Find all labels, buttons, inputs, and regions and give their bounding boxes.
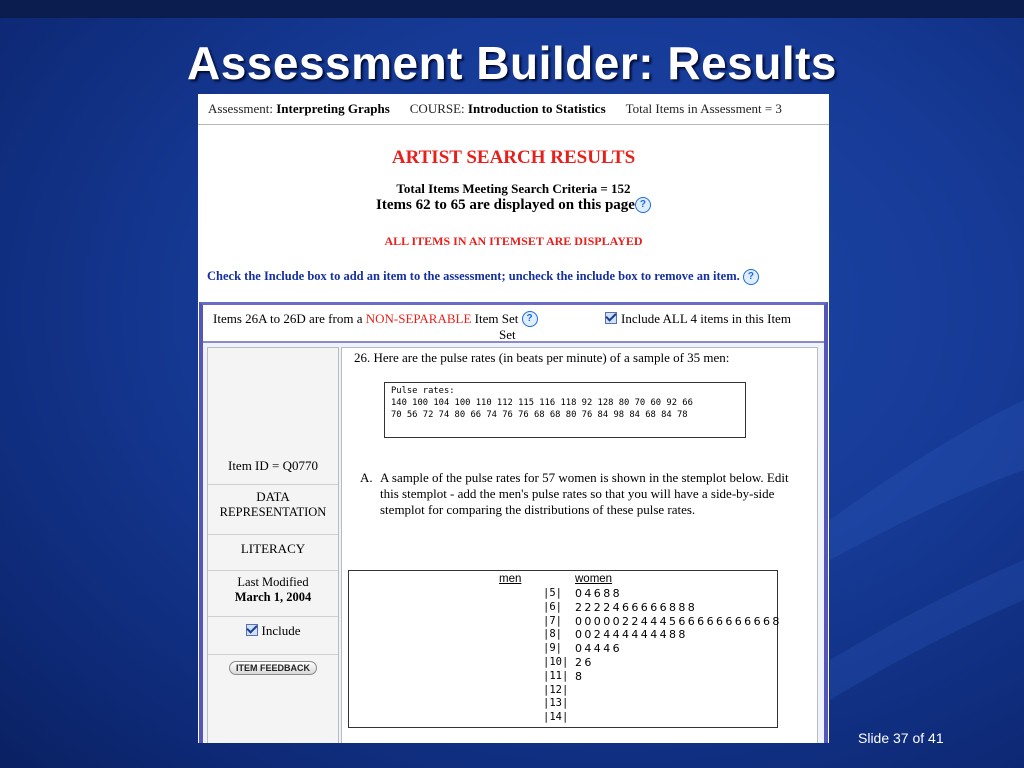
part-a (360, 470, 789, 517)
assessment-name: Interpreting Graphs (276, 101, 390, 116)
help-icon[interactable]: ? (522, 311, 538, 327)
total-items: Total Items in Assessment = 3 (625, 101, 782, 116)
include-control[interactable] (208, 616, 338, 653)
include-instructions (198, 269, 829, 285)
pulse-rates-box (384, 382, 746, 438)
category-line1: DATA (256, 489, 290, 504)
pulse-rates-row: 70 56 72 74 80 66 74 76 76 68 68 80 76 84 98 84 68 84 78 (391, 410, 688, 420)
all-items-displayed: ALL ITEMS IN AN ITEMSET ARE DISPLAYED (384, 234, 643, 248)
assessment-info (208, 101, 390, 117)
include-all-control[interactable] (605, 311, 791, 327)
part-a-text: A sample of the pulse rates for 57 women is shown in the stemplot below. Edit this stemplot - add the men's pulse rates so that you will have a side-by-side stemplot for comparing the distributions of these pulse rates. (380, 470, 789, 517)
item-meta-column (207, 347, 339, 743)
slide-title: Assessment Builder: Results (186, 37, 838, 89)
itemset-suffix: Item Set (474, 311, 519, 326)
item-literacy: LITERACY (208, 534, 338, 571)
include-all-checkbox[interactable] (605, 312, 617, 324)
results-range-text: Items 62 to 65 are displayed on this page (376, 197, 635, 213)
stemplot-stem: |6| (543, 600, 562, 613)
last-modified-label: Last Modified (237, 575, 309, 589)
results-total: Total Items Meeting Search Criteria = 152 (396, 181, 631, 196)
stemplot-stem: |13| (543, 697, 569, 710)
part-a-label: A. (360, 470, 373, 485)
question-column (341, 347, 818, 743)
stemplot-editor[interactable] (348, 570, 782, 728)
itemset-prefix: Items 26A to 26D are from a (213, 311, 363, 326)
include-all-label: Include ALL 4 items in this Item (621, 311, 791, 326)
stemplot-stem: |14| (543, 711, 569, 724)
help-icon[interactable]: ? (635, 197, 651, 213)
slide-number: Slide 37 of 41 (858, 730, 944, 746)
stemplot-women-leaves: 04688 (575, 587, 622, 600)
stemplot-women-leaves: 002444444488 (575, 628, 688, 642)
feedback-cell (208, 654, 338, 683)
item-id: Item ID = Q0770 (227, 458, 318, 473)
category-line2: REPRESENTATION (219, 505, 327, 519)
pulse-rates-row: 140 100 104 100 110 112 115 116 118 92 128 80 70 60 92 66 (391, 398, 693, 408)
results-title: ARTIST SEARCH RESULTS (391, 147, 636, 168)
course-name: Introduction to Statistics (467, 101, 606, 116)
stemplot-men-header: men (499, 573, 522, 585)
results-range (198, 197, 829, 214)
pulse-rates-title: Pulse rates: (391, 386, 455, 396)
stemplot-stem: |8| (543, 628, 562, 641)
stemplot-stem: |12| (543, 683, 569, 696)
stemplot-women-leaves: 0000022444566666666668 (575, 614, 782, 628)
app-screenshot (198, 94, 829, 743)
include-instructions-text: Check the Include box to add an item to the assessment; uncheck the include box to remove an item. (207, 269, 740, 283)
last-modified (208, 570, 338, 617)
stemplot-women-leaves: 04446 (575, 642, 622, 656)
stemplot-stem: |9| (543, 642, 562, 655)
include-label: Include (261, 623, 301, 638)
itemset-suffix-wrap: Set (499, 327, 516, 342)
assessment-label: Assessment: (208, 101, 273, 116)
course-info (410, 101, 606, 117)
stemplot-women-leaves: 26 (575, 656, 594, 669)
itemset-panel (199, 302, 828, 743)
assessment-header (198, 94, 829, 125)
course-label: COURSE: (409, 101, 465, 116)
stemplot-women-leaves: 8 (575, 669, 585, 683)
stemplot-women-header: women (575, 573, 613, 585)
itemset-type: NON-SEPARABLE (365, 311, 472, 326)
question-26-prompt: 26. Here are the pulse rates (in beats per minute) of a sample of 35 men: (354, 350, 730, 365)
stemplot-stem: |11| (543, 669, 569, 682)
itemset-bar (203, 305, 824, 343)
help-icon[interactable]: ? (743, 269, 759, 285)
stemplot-stem: |5| (543, 587, 562, 599)
itemset-description (213, 311, 538, 327)
include-checkbox[interactable] (246, 624, 258, 636)
last-modified-date: March 1, 2004 (234, 590, 312, 604)
stemplot-stem: |7| (543, 614, 562, 627)
stemplot-stem: |10| (543, 656, 569, 668)
item-category (208, 484, 338, 533)
stemplot-women-leaves: 2222466666888 (575, 600, 698, 614)
item-feedback-button[interactable]: ITEM FEEDBACK (229, 661, 317, 675)
